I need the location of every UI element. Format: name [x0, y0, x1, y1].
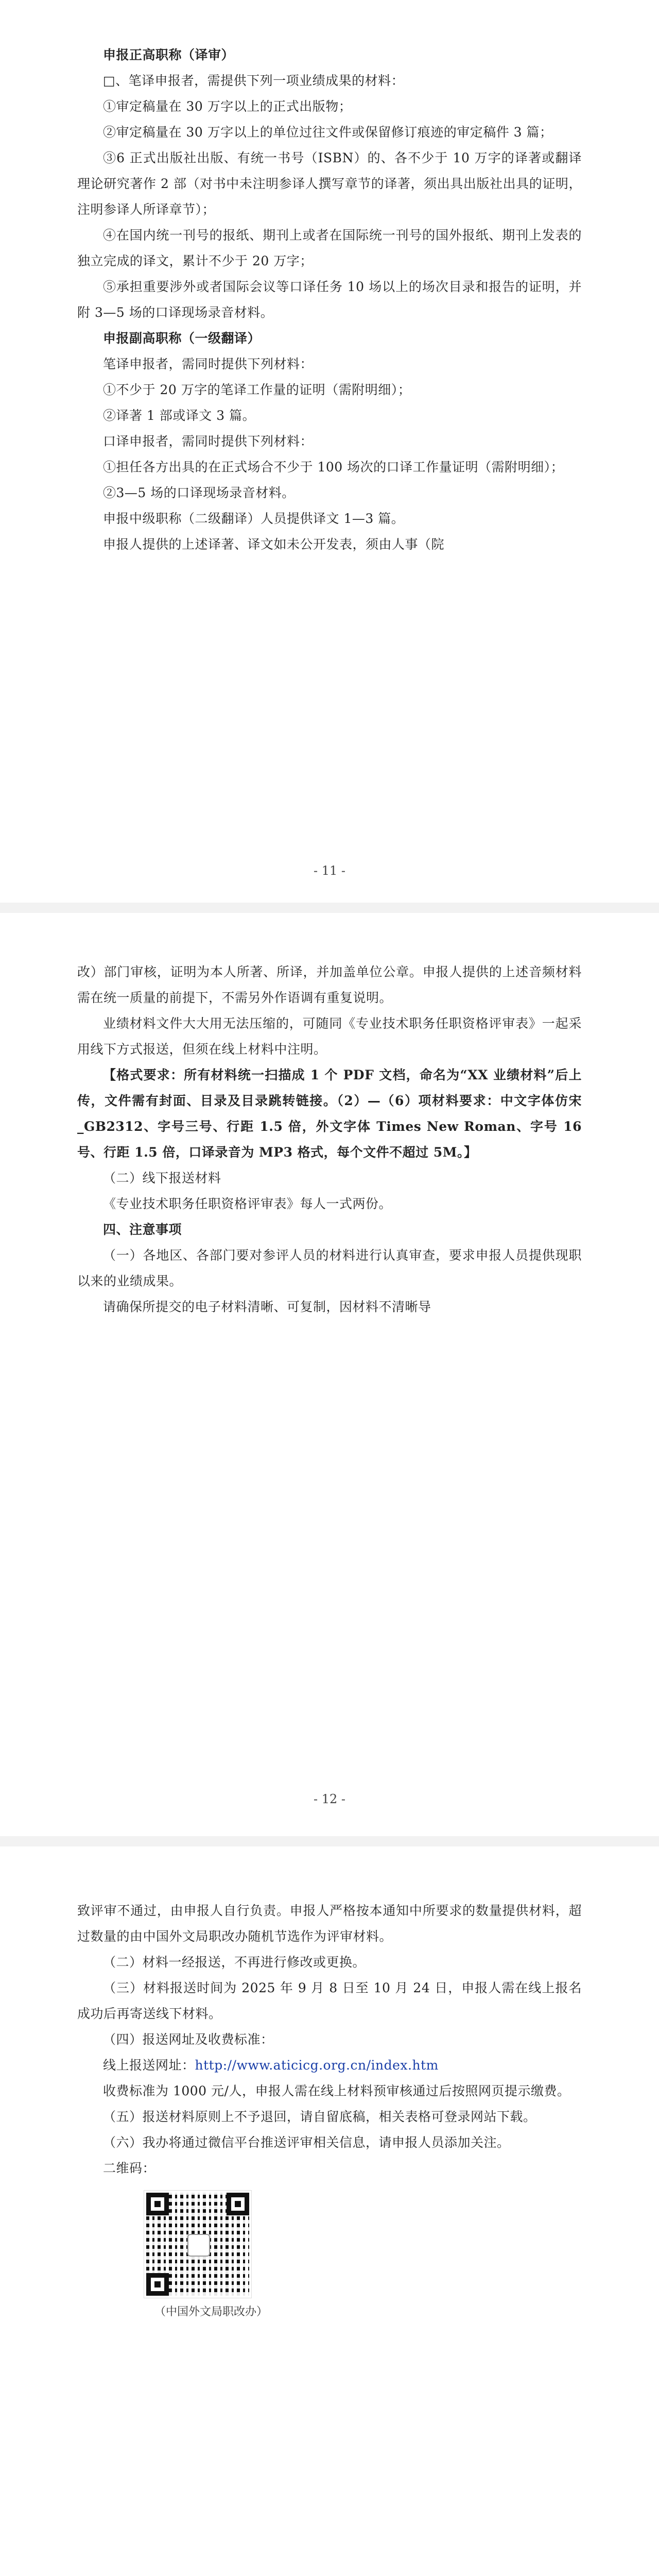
- list-item: ⑤承担重要涉外或者国际会议等口译任务 10 场以上的场次目录和报告的证明，并附 3—5 场的口译现场录音材料。: [77, 279, 582, 320]
- note-item: （四）报送网址及收费标准：: [103, 2032, 274, 2047]
- note-item: （三）材料报送时间为 2025 年 9 月 8 日至 10 月 24 日，申报人需在线上报名成功后再寄送线下材料。: [77, 1980, 582, 2021]
- note-item: （二）材料一经报送，不再进行修改或更换。: [103, 1955, 366, 1970]
- qr-code-block: [144, 2191, 582, 2319]
- continued-paragraph: 改）部门审核，证明为本人所著、所译，并加盖单位公章。申报人提供的上述音频材料需在统一质量的前提下，不需另外作语调有重复说明。: [77, 964, 582, 1005]
- fee-text: 收费标准为 1000 元/人，申报人需在线上材料预审核通过后按照网页提示缴费。: [103, 2083, 570, 2098]
- list-item: ③6 正式出版社出版、有统一书号（ISBN）的、各不少于 10 万字的译著或翻译理论研究著作 2 部（对书中未注明参译人撰写章节的译著，须出具出版社出具的证明，注明参译人所译章节）；: [77, 150, 582, 217]
- format-requirements: 【格式要求：所有材料统一扫描成 1 个 PDF 文档，命名为“XX 业绩材料”后上传，文件需有封面、目录及目录跳转链接。（2）—（6）项材料要求：中文字体仿宋_GB2312、字号三号、行距 1.5 倍，外文字体 Times New Roman、字号 16 号、行距 1.5 倍，口译录音为 MP3 格式，每个文件不超过 5M。】: [77, 1067, 582, 1160]
- offline-text: 《专业技术职务任职资格评审表》每人一式两份。: [103, 1196, 392, 1211]
- qr-label: 二维码：: [103, 2161, 156, 2176]
- qr-code-icon: [144, 2191, 251, 2298]
- page-number: - 11 -: [313, 863, 345, 878]
- page-number: - 12 -: [313, 1792, 345, 1806]
- list-item: ②译著 1 部或译文 3 篇。: [103, 408, 256, 423]
- document-page-11: [0, 0, 659, 903]
- sub-heading-offline: （二）线下报送材料: [103, 1171, 221, 1185]
- list-item: ④在国内统一刊号的报纸、期刊上或者在国际统一刊号的国外报纸、期刊上发表的独立完成的译文，累计不少于 20 万字；: [77, 228, 582, 268]
- heading-translator: 申报正高职称（译审）: [103, 47, 235, 62]
- document-page-12: [0, 913, 659, 1836]
- oral-intro: 口译申报者，需同时提供下列材料：: [103, 434, 314, 449]
- site-label: 线上报送网址：: [103, 2058, 195, 2073]
- document-page-13: [0, 1846, 659, 2576]
- list-item: ①不少于 20 万字的笔译工作量的证明（需附明细）；: [103, 382, 411, 397]
- continued-paragraph: 致评审不通过，由申报人自行负责。申报人严格按本通知中所要求的数量提供材料，超过数量的由中国外文局职改办随机节选作为评审材料。: [77, 1903, 582, 1944]
- qr-logo-icon: [187, 2234, 210, 2257]
- note-item: （一）各地区、各部门要对参评人员的材料进行认真审查，要求申报人员提供现职以来的业绩成果。: [77, 1248, 582, 1289]
- site-line: [77, 2053, 582, 2078]
- paragraph: 业绩材料文件大大用无法压缩的，可随同《专业技术职务任职资格评审表》一起采用线下方式报送，但须在线上材料中注明。: [77, 1016, 582, 1057]
- heading-first-translator: 申报副高职称（一级翻译）: [103, 331, 261, 346]
- list-item: ①审定稿量在 30 万字以上的正式出版物；: [103, 99, 352, 114]
- note-item: （五）报送材料原则上不予退回，请自留底稿，相关表格可登录网站下载。: [103, 2109, 536, 2124]
- heading-notes: 四、注意事项: [103, 1222, 182, 1237]
- note-item: 请确保所提交的电子材料清晰、可复制，因材料不清晰导: [103, 1299, 431, 1314]
- check-item: □、笔译申报者，需提供下列一项业绩成果的材料：: [103, 73, 405, 88]
- list-item: ①担任各方出具的在正式场合不少于 100 场次的口译工作量证明（需附明细）；: [103, 460, 564, 474]
- list-item: ②3—5 场的口译现场录音材料。: [103, 485, 295, 500]
- list-item: ②审定稿量在 30 万字以上的单位过往文件或保留修订痕迹的审定稿件 3 篇；: [103, 125, 553, 140]
- first-intro: 笔译申报者，需同时提供下列材料：: [103, 357, 314, 371]
- qr-caption: （中国外文局职改办）: [154, 2306, 268, 2318]
- note-item: （六）我办将通过微信平台推送评审相关信息，请申报人员添加关注。: [103, 2135, 510, 2150]
- tail-paragraph: 申报中级职称（二级翻译）人员提供译文 1—3 篇。: [103, 511, 405, 526]
- site-url-link[interactable]: http://www.aticicg.org.cn/index.htm: [195, 2058, 439, 2073]
- tail-paragraph: 申报人提供的上述译著、译文如未公开发表，须由人事（院: [103, 537, 445, 552]
